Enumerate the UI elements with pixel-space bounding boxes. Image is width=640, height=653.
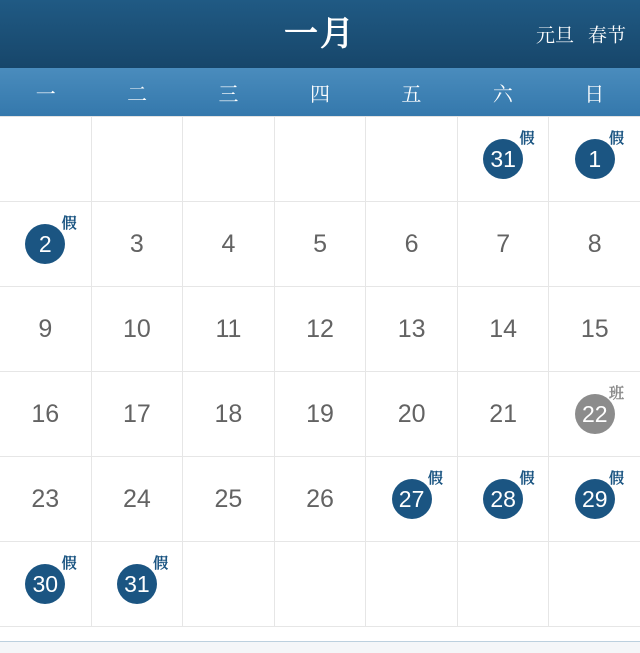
holiday-badge: 假 [61,215,77,232]
day-number: 10 [122,314,151,343]
day-number: 30 [25,564,65,604]
calendar-cell-empty [183,542,275,627]
calendar-day-cell[interactable] [366,457,458,542]
calendar-day-cell[interactable] [549,457,640,542]
weekday-header [0,68,640,116]
calendar-day-cell[interactable] [275,457,367,542]
day-number: 9 [38,314,53,343]
calendar-day-cell[interactable] [366,202,458,287]
calendar-day-cell[interactable] [275,202,367,287]
calendar-day-cell[interactable] [0,542,92,627]
holiday-badge: 假 [519,470,535,487]
calendar-day-cell[interactable] [92,542,184,627]
calendar-day-cell[interactable] [366,372,458,457]
calendar-day-cell[interactable] [458,117,550,202]
calendar-day-cell[interactable] [92,457,184,542]
festival-tag-0[interactable]: 元旦 [535,25,574,47]
weekday-thu: 四 [309,83,330,106]
calendar-cell-empty [183,117,275,202]
calendar-week-row [0,202,640,287]
weekday-mon: 一 [35,83,56,106]
day-number: 3 [129,229,144,258]
day-number: 12 [306,314,334,343]
calendar-cell-empty [0,117,92,202]
festival-tag-1[interactable]: 春节 [587,25,626,47]
weekday-wed: 三 [218,83,239,106]
calendar-day-cell[interactable] [458,457,550,542]
calendar-day-cell[interactable] [92,372,184,457]
day-number: 31 [117,564,157,604]
calendar-day-cell[interactable] [0,457,92,542]
day-number: 16 [31,399,60,428]
calendar-week-row [0,457,640,542]
workday-badge: 班 [609,385,625,402]
weekday-sat: 六 [492,83,513,106]
day-number: 21 [489,399,518,428]
calendar-day-cell[interactable] [549,202,640,287]
day-number: 15 [580,314,609,343]
holiday-badge: 假 [519,130,535,147]
calendar-cell-empty [549,542,640,627]
day-number: 14 [489,314,518,343]
day-number: 19 [306,399,334,428]
holiday-badge: 假 [153,555,169,572]
calendar-day-cell[interactable] [0,287,92,372]
holiday-badge: 假 [609,470,625,487]
header-festival-tags [536,21,626,48]
day-number: 18 [214,399,243,428]
calendar-day-cell[interactable] [275,287,367,372]
calendar-day-cell[interactable] [183,287,275,372]
calendar-cell-empty [92,117,184,202]
weekday-sun: 日 [584,83,605,106]
calendar-day-cell[interactable] [549,287,640,372]
calendar-day-cell[interactable] [183,457,275,542]
day-number: 17 [122,399,151,428]
calendar-cell-empty [366,117,458,202]
calendar-week-row [0,542,640,627]
calendar-day-cell[interactable] [458,287,550,372]
calendar-day-cell[interactable] [183,202,275,287]
calendar-day-cell[interactable] [458,372,550,457]
calendar-day-cell[interactable] [92,202,184,287]
holiday-badge: 假 [61,555,77,572]
calendar-cell-empty [366,542,458,627]
holiday-badge: 假 [427,470,443,487]
day-number: 1 [575,139,615,179]
calendar-cell-empty [275,117,367,202]
day-number: 23 [31,484,60,513]
day-number: 25 [214,484,243,513]
day-number: 6 [404,229,419,258]
weekday-tue: 二 [127,83,148,106]
day-number: 26 [306,484,334,513]
calendar-week-row [0,117,640,202]
day-number: 28 [483,479,523,519]
bottom-divider [0,641,640,653]
day-number: 31 [483,139,523,179]
day-number: 11 [215,314,242,343]
calendar-cell-empty [458,542,550,627]
calendar-day-cell[interactable] [92,287,184,372]
day-number: 7 [496,229,511,258]
day-number: 29 [575,479,615,519]
calendar-day-cell[interactable] [458,202,550,287]
calendar-day-cell[interactable] [0,372,92,457]
page-title: 一月 [284,15,356,53]
day-number: 8 [587,229,602,258]
calendar-day-cell[interactable] [275,372,367,457]
calendar-day-cell[interactable] [183,372,275,457]
calendar-week-row [0,372,640,457]
calendar-day-cell[interactable] [366,287,458,372]
day-number: 27 [392,479,432,519]
holiday-badge: 假 [609,130,625,147]
day-number: 20 [397,399,426,428]
calendar-week-row [0,287,640,372]
calendar-day-cell[interactable] [549,372,640,457]
calendar-header [0,0,640,68]
day-number: 13 [397,314,426,343]
calendar-day-cell[interactable] [549,117,640,202]
day-number: 5 [313,229,327,258]
day-number: 22 [575,394,615,434]
day-number: 2 [25,224,65,264]
weekday-fri: 五 [401,83,422,106]
calendar-grid [0,116,640,627]
calendar-cell-empty [275,542,367,627]
day-number: 4 [221,229,236,258]
calendar-day-cell[interactable] [0,202,92,287]
day-number: 24 [122,484,151,513]
